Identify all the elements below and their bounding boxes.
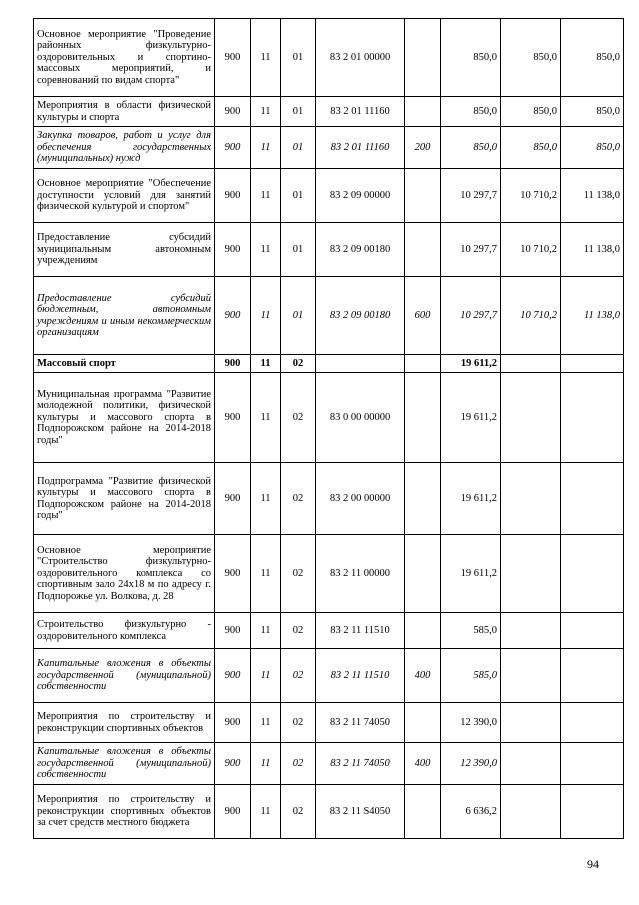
budget-table <box>33 18 624 839</box>
row-target-article: 83 2 11 00000 <box>316 535 405 613</box>
row-grbs-code: 900 <box>215 649 251 703</box>
row-target-article: 83 2 01 00000 <box>316 19 405 97</box>
table-row <box>34 613 624 649</box>
row-amount-year3: 850,0 <box>561 127 624 169</box>
row-section-code: 11 <box>251 373 281 463</box>
table-row <box>34 355 624 373</box>
row-grbs-code: 900 <box>215 355 251 373</box>
row-amount-year1: 19 611,2 <box>441 355 501 373</box>
row-expense-type <box>405 373 441 463</box>
row-amount-year2 <box>501 355 561 373</box>
row-subsection-code: 02 <box>281 463 316 535</box>
table-row <box>34 463 624 535</box>
row-name: Капитальные вложения в объекты государственной (муниципальной) собственности <box>34 649 215 703</box>
row-section-code: 11 <box>251 649 281 703</box>
row-grbs-code: 900 <box>215 223 251 277</box>
row-target-article <box>316 355 405 373</box>
table-row <box>34 277 624 355</box>
row-amount-year1: 850,0 <box>441 127 501 169</box>
row-grbs-code: 900 <box>215 169 251 223</box>
table-row <box>34 373 624 463</box>
row-subsection-code: 01 <box>281 97 316 127</box>
row-subsection-code: 01 <box>281 169 316 223</box>
row-grbs-code: 900 <box>215 535 251 613</box>
row-expense-type: 200 <box>405 127 441 169</box>
row-section-code: 11 <box>251 703 281 743</box>
row-target-article: 83 2 11 S4050 <box>316 785 405 839</box>
row-name: Мероприятия по строительству и реконструкции спортивных объектов <box>34 703 215 743</box>
row-subsection-code: 02 <box>281 649 316 703</box>
row-amount-year1: 19 611,2 <box>441 373 501 463</box>
table-row <box>34 223 624 277</box>
row-target-article: 83 2 01 11160 <box>316 97 405 127</box>
row-section-code: 11 <box>251 127 281 169</box>
row-section-code: 11 <box>251 355 281 373</box>
row-expense-type <box>405 703 441 743</box>
row-target-article: 83 2 09 00180 <box>316 223 405 277</box>
row-subsection-code: 02 <box>281 743 316 785</box>
row-amount-year3 <box>561 463 624 535</box>
row-subsection-code: 01 <box>281 19 316 97</box>
row-amount-year2: 850,0 <box>501 97 561 127</box>
row-grbs-code: 900 <box>215 613 251 649</box>
row-amount-year2 <box>501 613 561 649</box>
row-amount-year2 <box>501 785 561 839</box>
row-amount-year1: 19 611,2 <box>441 463 501 535</box>
row-amount-year1: 10 297,7 <box>441 169 501 223</box>
row-target-article: 83 2 11 74050 <box>316 743 405 785</box>
row-subsection-code: 02 <box>281 373 316 463</box>
row-name: Закупка товаров, работ и услуг для обеспечения государственных (муниципальных) нужд <box>34 127 215 169</box>
row-grbs-code: 900 <box>215 373 251 463</box>
row-amount-year3 <box>561 649 624 703</box>
row-amount-year2 <box>501 373 561 463</box>
row-name: Капитальные вложения в объекты государственной (муниципальной) собственности <box>34 743 215 785</box>
table-row <box>34 19 624 97</box>
row-name: Строительство физкультурно - оздоровительного комплекса <box>34 613 215 649</box>
row-name: Предоставление субсидий бюджетным, автономным учреждениям и иным некоммерческим организациям <box>34 277 215 355</box>
row-expense-type: 600 <box>405 277 441 355</box>
row-amount-year2: 10 710,2 <box>501 169 561 223</box>
row-grbs-code: 900 <box>215 127 251 169</box>
row-name: Мероприятия по строительству и реконструкции спортивных объектов за счет средств местного бюджета <box>34 785 215 839</box>
row-amount-year3 <box>561 613 624 649</box>
row-name: Предоставление субсидий муниципальным автономным учреждениям <box>34 223 215 277</box>
row-section-code: 11 <box>251 19 281 97</box>
row-amount-year3 <box>561 373 624 463</box>
row-grbs-code: 900 <box>215 743 251 785</box>
row-name: Муниципальная программа "Развитие молодежной политики, физической культуры и массового спорта в Подпорожском районе на 2014-2018 годы" <box>34 373 215 463</box>
row-name: Подпрограмма "Развитие физической культуры и массового спорта в Подпорожском районе на 2014-2018 годы" <box>34 463 215 535</box>
row-target-article: 83 2 11 74050 <box>316 703 405 743</box>
row-expense-type <box>405 19 441 97</box>
row-amount-year1: 12 390,0 <box>441 743 501 785</box>
row-subsection-code: 02 <box>281 613 316 649</box>
row-amount-year1: 19 611,2 <box>441 535 501 613</box>
row-target-article: 83 2 00 00000 <box>316 463 405 535</box>
row-name: Основное мероприятие "Обеспечение доступности условий для занятий физической культурой и спортом" <box>34 169 215 223</box>
row-grbs-code: 900 <box>215 97 251 127</box>
budget-table-body <box>34 19 624 839</box>
table-row <box>34 97 624 127</box>
row-amount-year3 <box>561 355 624 373</box>
row-amount-year3 <box>561 535 624 613</box>
row-name: Массовый спорт <box>34 355 215 373</box>
row-subsection-code: 02 <box>281 785 316 839</box>
row-subsection-code: 01 <box>281 223 316 277</box>
row-section-code: 11 <box>251 785 281 839</box>
row-section-code: 11 <box>251 535 281 613</box>
row-target-article: 83 2 09 00000 <box>316 169 405 223</box>
row-name: Основное мероприятие "Проведение районных физкультурно-оздоровительных и спортино-массовых мероприятий, и соревнований по видам спорта" <box>34 19 215 97</box>
row-target-article: 83 2 11 11510 <box>316 613 405 649</box>
row-amount-year2 <box>501 463 561 535</box>
row-amount-year3 <box>561 743 624 785</box>
row-amount-year3: 11 138,0 <box>561 223 624 277</box>
row-section-code: 11 <box>251 463 281 535</box>
row-amount-year3 <box>561 703 624 743</box>
row-amount-year1: 850,0 <box>441 97 501 127</box>
row-subsection-code: 02 <box>281 535 316 613</box>
row-target-article: 83 2 11 11510 <box>316 649 405 703</box>
row-section-code: 11 <box>251 613 281 649</box>
row-section-code: 11 <box>251 223 281 277</box>
table-row <box>34 703 624 743</box>
row-amount-year3 <box>561 785 624 839</box>
row-subsection-code: 01 <box>281 277 316 355</box>
row-grbs-code: 900 <box>215 703 251 743</box>
row-amount-year1: 585,0 <box>441 649 501 703</box>
row-amount-year2: 10 710,2 <box>501 277 561 355</box>
row-grbs-code: 900 <box>215 785 251 839</box>
row-expense-type <box>405 169 441 223</box>
row-amount-year2 <box>501 743 561 785</box>
row-grbs-code: 900 <box>215 463 251 535</box>
row-amount-year1: 12 390,0 <box>441 703 501 743</box>
row-subsection-code: 02 <box>281 355 316 373</box>
row-amount-year3: 850,0 <box>561 97 624 127</box>
row-expense-type <box>405 785 441 839</box>
row-section-code: 11 <box>251 97 281 127</box>
row-grbs-code: 900 <box>215 277 251 355</box>
row-amount-year2 <box>501 703 561 743</box>
row-expense-type <box>405 355 441 373</box>
row-expense-type <box>405 613 441 649</box>
table-row <box>34 649 624 703</box>
table-row <box>34 743 624 785</box>
row-expense-type <box>405 463 441 535</box>
row-expense-type: 400 <box>405 743 441 785</box>
row-expense-type <box>405 97 441 127</box>
row-amount-year3: 11 138,0 <box>561 277 624 355</box>
row-expense-type: 400 <box>405 649 441 703</box>
row-section-code: 11 <box>251 743 281 785</box>
page-number: 94 <box>587 857 599 871</box>
table-row <box>34 169 624 223</box>
row-subsection-code: 01 <box>281 127 316 169</box>
row-grbs-code: 900 <box>215 19 251 97</box>
row-target-article: 83 0 00 00000 <box>316 373 405 463</box>
row-amount-year1: 850,0 <box>441 19 501 97</box>
row-amount-year3: 11 138,0 <box>561 169 624 223</box>
row-amount-year1: 10 297,7 <box>441 223 501 277</box>
row-expense-type <box>405 223 441 277</box>
row-amount-year2: 10 710,2 <box>501 223 561 277</box>
row-target-article: 83 2 01 11160 <box>316 127 405 169</box>
table-row <box>34 127 624 169</box>
row-amount-year3: 850,0 <box>561 19 624 97</box>
row-amount-year1: 585,0 <box>441 613 501 649</box>
row-expense-type <box>405 535 441 613</box>
row-amount-year1: 6 636,2 <box>441 785 501 839</box>
row-name: Основное мероприятие "Строительство физкультурно-оздоровительного комплекса со спортивным зало 24х18 м по адресу г. Подпорожье ул. Волкова, д. 28 <box>34 535 215 613</box>
row-target-article: 83 2 09 00180 <box>316 277 405 355</box>
row-amount-year2: 850,0 <box>501 127 561 169</box>
row-amount-year2 <box>501 649 561 703</box>
row-amount-year1: 10 297,7 <box>441 277 501 355</box>
table-row <box>34 535 624 613</box>
row-section-code: 11 <box>251 169 281 223</box>
row-amount-year2: 850,0 <box>501 19 561 97</box>
row-section-code: 11 <box>251 277 281 355</box>
row-name: Мероприятия в области физической культуры и спорта <box>34 97 215 127</box>
row-subsection-code: 02 <box>281 703 316 743</box>
table-row <box>34 785 624 839</box>
row-amount-year2 <box>501 535 561 613</box>
